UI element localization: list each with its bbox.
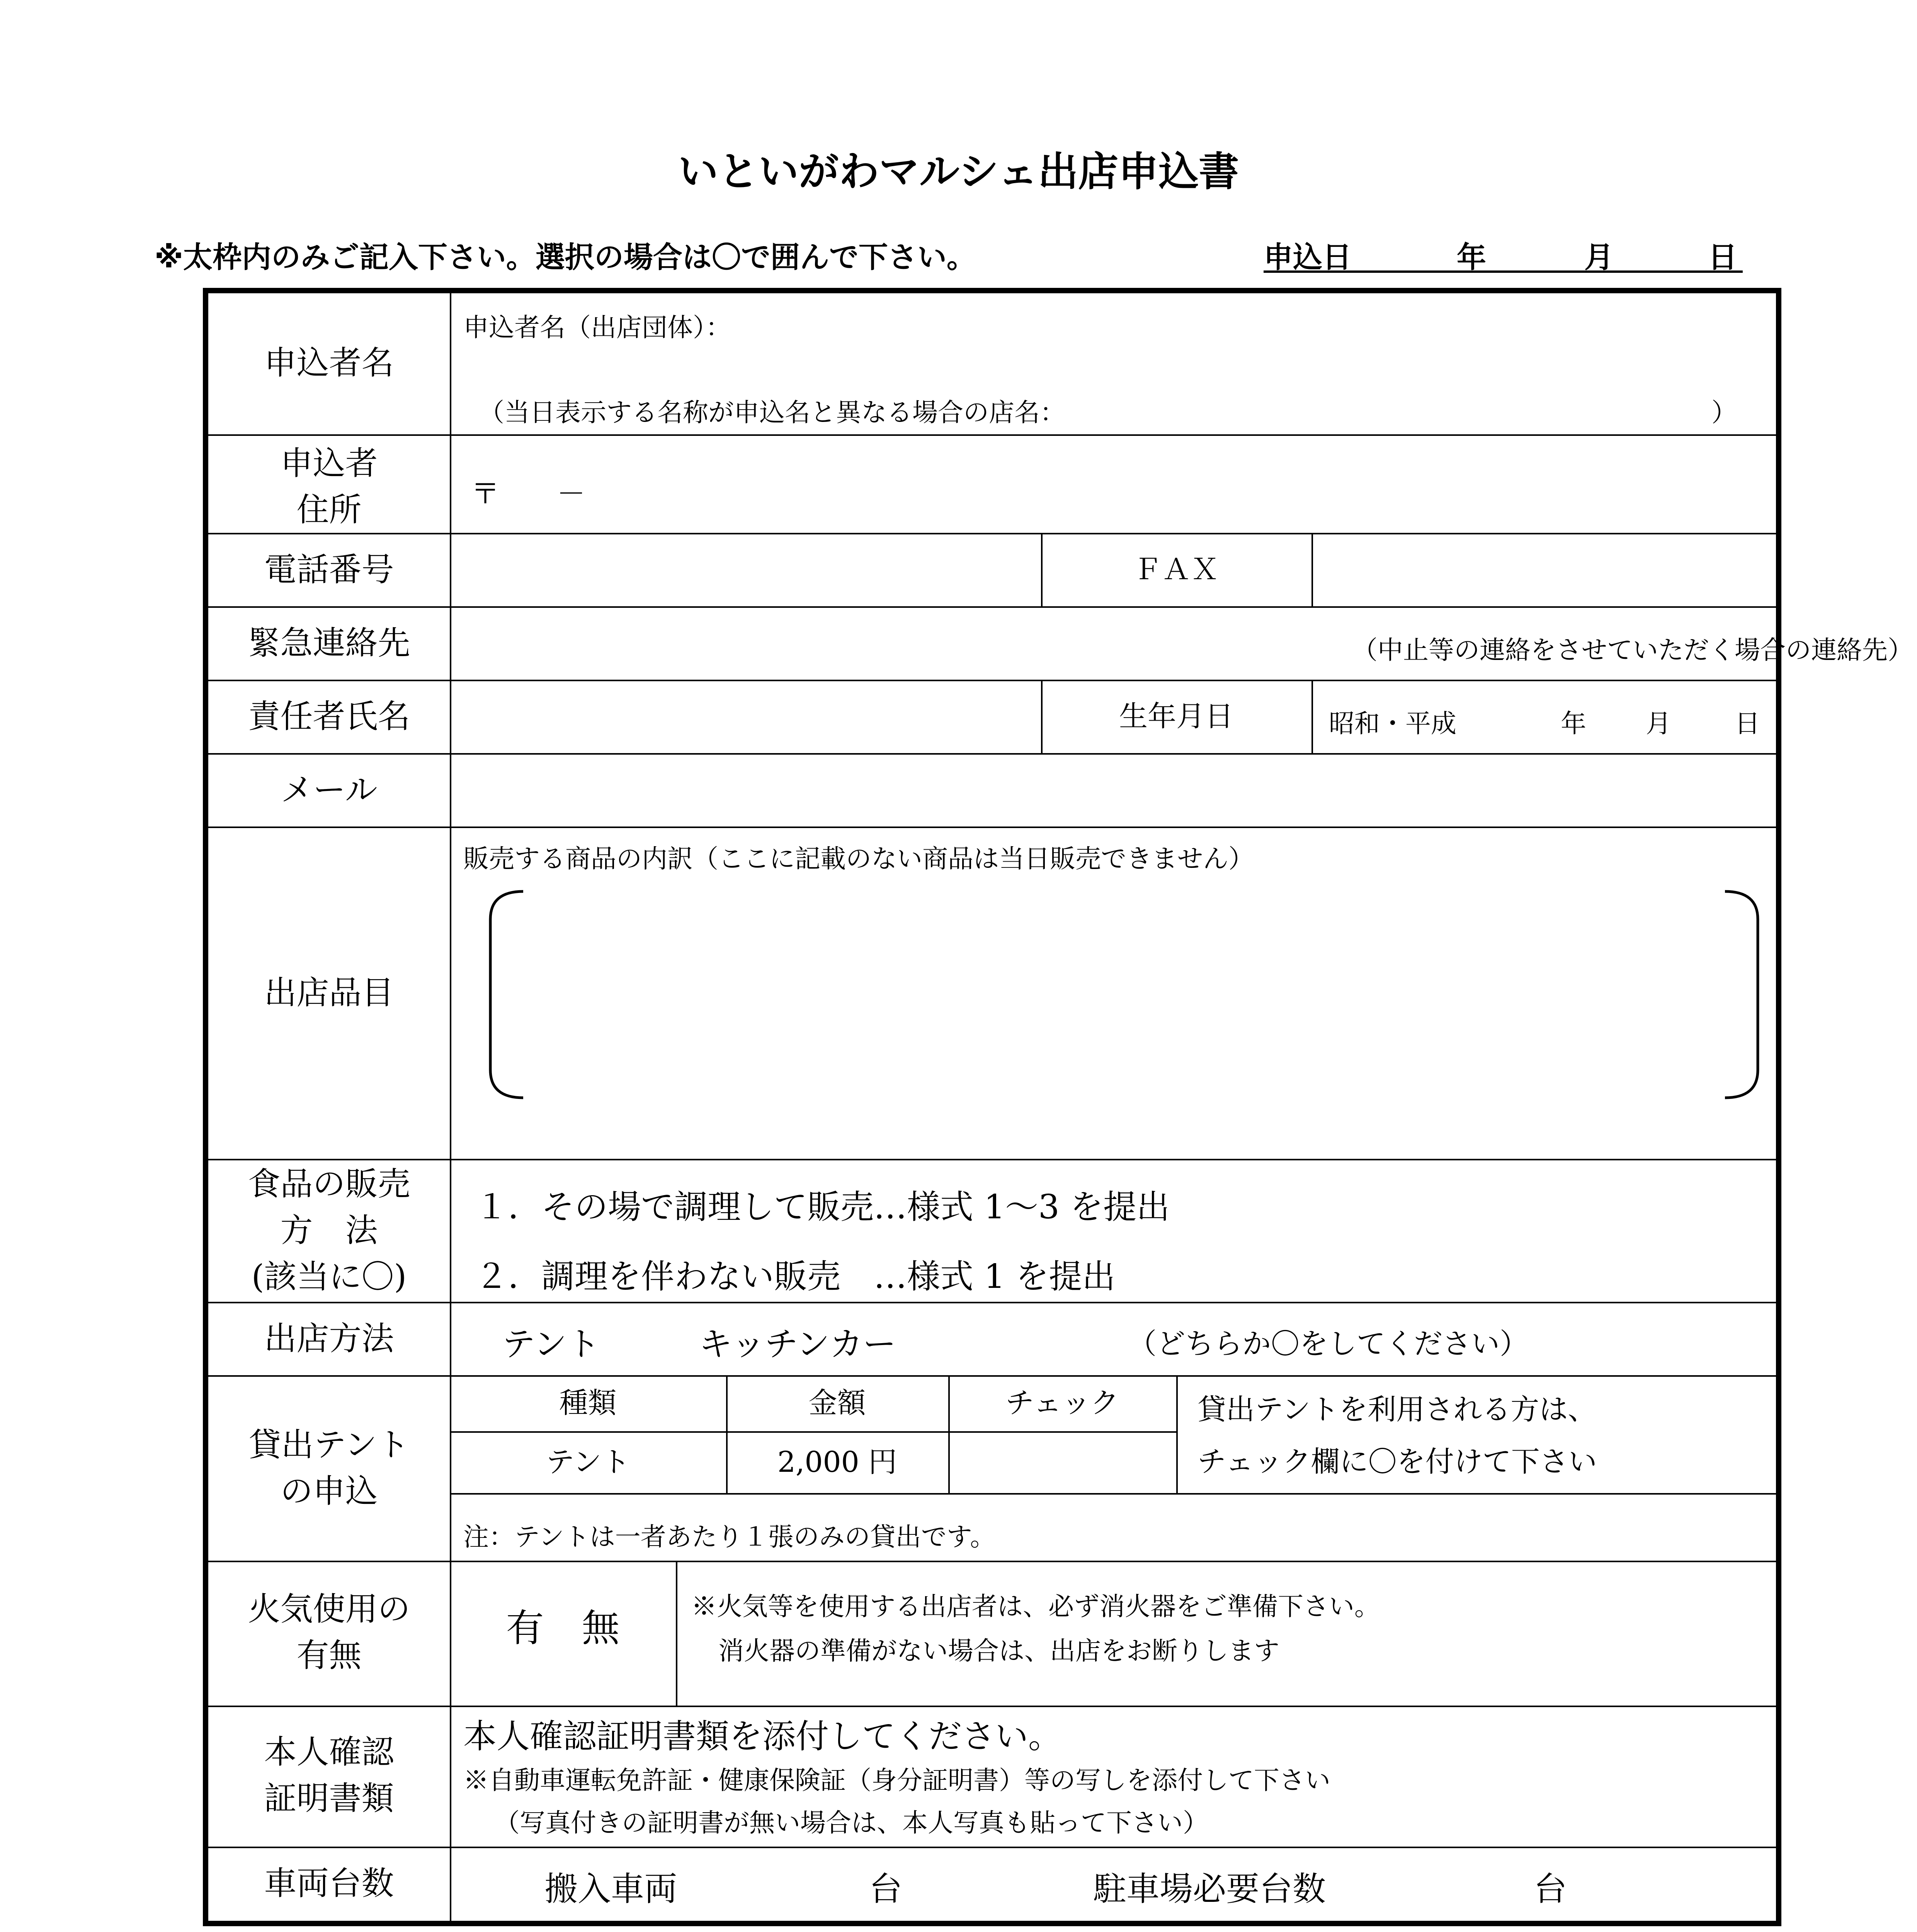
applicant-name-input[interactable]: [452, 332, 1769, 382]
tent-rental-note: 注：テントは一者あたり１張のみの貸出です。: [463, 1522, 996, 1552]
fire-use-choice[interactable]: 有 無: [506, 1606, 620, 1650]
method-option-tent[interactable]: テント: [502, 1325, 600, 1364]
row-divider: [208, 680, 1776, 681]
alt-shop-name-close: ）: [1711, 398, 1737, 427]
tent-rental-label-line1: 貸出テント: [248, 1426, 410, 1464]
address-label: [208, 440, 450, 533]
delivery-vehicles-unit: 台: [869, 1870, 902, 1908]
row-divider: [208, 1159, 1776, 1160]
method-option-kitchen-car[interactable]: キッチンカー: [699, 1325, 896, 1364]
items-input[interactable]: [529, 896, 1727, 1093]
vehicles-label: 車両台数: [264, 1864, 394, 1902]
emergency-contact-label: 緊急連絡先: [248, 624, 410, 662]
birthdate-label: 生年月日: [1119, 700, 1233, 733]
tent-col-check: チェック: [1005, 1386, 1119, 1420]
tent-row-price: 2,000 円: [777, 1446, 897, 1479]
application-form: [203, 288, 1913, 1926]
food-sales-label-line1: 食品の販売: [248, 1165, 410, 1203]
parking-needed-unit: 台: [1534, 1870, 1567, 1908]
id-docs-line3: （写真付きの証明書が無い場合は、本人写真も貼って下さい）: [494, 1808, 1208, 1838]
row-divider: [208, 1847, 1776, 1848]
row-divider: [208, 1302, 1776, 1303]
food-sales-label: [208, 1161, 450, 1300]
tent-rental-label-line2: の申込: [280, 1472, 378, 1510]
row-divider: [208, 606, 1776, 608]
email-label: メール: [281, 771, 378, 809]
email-input[interactable]: [452, 755, 1773, 825]
id-docs-label-line1: 本人確認: [264, 1733, 394, 1771]
row-divider: [208, 434, 1776, 436]
date-month-label: 月: [1584, 240, 1614, 274]
delivery-vehicles-label: 搬入車両: [544, 1870, 677, 1908]
fax-input[interactable]: [1313, 535, 1773, 604]
date-year-label: 年: [1457, 240, 1486, 274]
application-date-field[interactable]: [1264, 234, 1743, 273]
tent-check-cell[interactable]: [950, 1433, 1174, 1491]
tent-table-divider: [450, 1431, 1176, 1433]
birthdate-year-label: 年: [1561, 709, 1586, 738]
phone-label: 電話番号: [264, 551, 394, 588]
row-divider: [208, 753, 1776, 755]
tent-rental-label: [208, 1422, 450, 1514]
row-divider: [208, 1706, 1776, 1707]
phone-input[interactable]: [452, 535, 1039, 604]
fire-use-label-line1: 火気使用の: [248, 1590, 410, 1628]
date-label: 申込日: [1264, 240, 1352, 274]
emergency-contact-input[interactable]: [452, 608, 1340, 678]
responsible-name-input[interactable]: [452, 682, 1039, 751]
date-day-label: 日: [1708, 240, 1737, 274]
cell-divider: [1311, 533, 1313, 606]
tent-side-note-line1: 貸出テントを利用される方は、: [1197, 1393, 1597, 1426]
applicant-name-label: 申込者名: [264, 344, 394, 382]
row-divider: [208, 533, 1776, 534]
tent-col-price: 金額: [808, 1386, 866, 1420]
row-divider: [208, 827, 1776, 828]
fire-use-label: [208, 1586, 450, 1679]
page-title: いといがわマルシェ出店申込書: [678, 148, 1239, 195]
birthdate-era[interactable]: 昭和・平成: [1329, 709, 1456, 738]
birthdate-day-label: 日: [1735, 709, 1760, 738]
items-label: 出店品目: [264, 974, 394, 1012]
parking-needed-label: 駐車場必要台数: [1093, 1870, 1326, 1908]
method-label: 出店方法: [264, 1320, 394, 1357]
tent-table-divider: [450, 1493, 1776, 1495]
cell-divider: [676, 1561, 677, 1706]
fire-use-note-line1: ※火気等を使用する出店者は、必ず消火器をご準備下さい。: [691, 1592, 1380, 1621]
fire-use-note-line2: 消火器の準備がない場合は、出店をお断りします: [718, 1636, 1279, 1666]
row-divider: [208, 1375, 1776, 1377]
id-docs-line2: ※自動車運転免許証・健康保険証（身分証明書）等の写しを添付して下さい: [463, 1765, 1330, 1795]
fax-label: ＦＡＸ: [1133, 553, 1219, 586]
method-note: （どちらか〇をしてください）: [1128, 1327, 1528, 1361]
food-sales-option-2[interactable]: ２．調理を伴わない販売 …様式 1 を提出: [475, 1257, 1116, 1296]
tent-table-divider: [1176, 1375, 1178, 1493]
id-docs-label: [208, 1729, 450, 1821]
applicant-name-prompt: 申込者名（出店団体）：: [463, 313, 731, 342]
items-note: 販売する商品の内訳（ここに記載のない商品は当日販売できません）: [463, 844, 1254, 874]
fire-use-label-line2: 有無: [296, 1636, 362, 1674]
food-sales-label-line2: 方 法: [280, 1211, 378, 1249]
address-label-line1: 申込者: [280, 444, 378, 482]
row-divider: [208, 1561, 1776, 1562]
tent-col-type: 種類: [559, 1386, 617, 1420]
id-docs-label-line2: 証明書類: [264, 1779, 394, 1817]
id-docs-line1: 本人確認証明書類を添付してください。: [463, 1717, 1061, 1756]
responsible-name-label: 責任者氏名: [248, 697, 410, 735]
instruction-text: ※太枠内のみご記入下さい。選択の場合は〇で囲んで下さい。: [155, 240, 976, 274]
food-sales-label-line3: (該当に〇): [251, 1258, 407, 1296]
food-sales-option-1[interactable]: １．その場で調理して販売…様式 1～3 を提出: [475, 1188, 1170, 1226]
cell-divider: [1311, 680, 1313, 753]
tent-row-type: テント: [546, 1446, 630, 1479]
address-label-line2: 住所: [296, 491, 362, 529]
label-column-divider: [450, 293, 451, 1921]
alt-shop-name-prompt: （当日表示する名称が申込名と異なる場合の店名：: [479, 398, 1065, 427]
tent-side-note-line2: チェック欄に〇を付けて下さい: [1197, 1445, 1597, 1478]
birthdate-month-label: 月: [1646, 709, 1671, 738]
postal-code-field[interactable]: 〒 －: [471, 477, 585, 510]
emergency-contact-note: （中止等の連絡をさせていただく場合の連絡先）: [1352, 635, 1913, 665]
